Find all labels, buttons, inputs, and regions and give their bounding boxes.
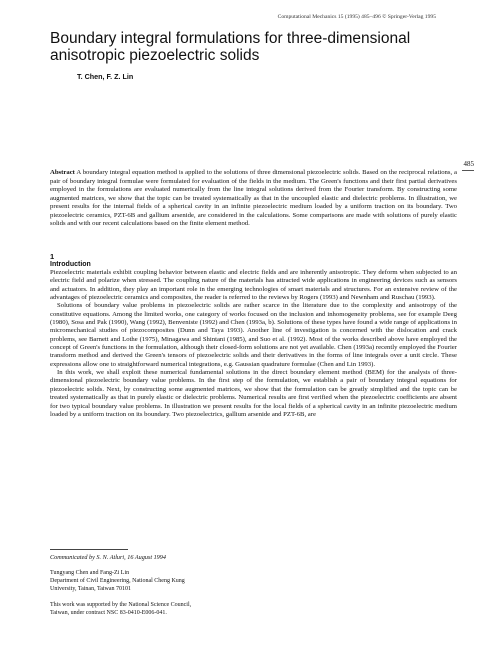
title-line: anisotropic piezoelectric solids: [50, 47, 260, 64]
abstract: [50, 169, 457, 229]
affiliation-line: Tungyang Chen and Fang-Zi Lin: [50, 570, 130, 576]
title-line: Boundary integral formulations for three-dimensional: [50, 30, 411, 47]
journal-header: Computational Mechanics 15 (1995) 485–496 © Springer-Verlag 1995: [277, 14, 436, 20]
affiliation-line: University, Tainan, Taiwan 70101: [50, 585, 132, 592]
abstract-text: A boundary integral equation method is applied to the solutions of three dimensional piezoelectric solids. Based on the reciprocal relations, a pair of boundary integral formulae were formulated for evaluation of the fields in the medium. The Green's functions and their first partial derivatives employed in the formulations are evaluated numerically from the line integral solutions derived from the Fourier transform. By constructing some augmented matrices, we show that the topic can be treated systematically as that in the uncoupled elastic and dielectric problems. In illustration, we present results for the internal fields of a spherical cavity in an infinite piezoelectric medium loaded by a uniform traction on its boundary. Two piezoelectric ceramics, PZT-6B and gallium arsenide, are considered in the calculations. Some comparisons are made with solutions of purely elastic solids and with our recent calculations based on the finite element method.: [50, 169, 457, 227]
funding-note: [50, 602, 191, 618]
abstract-label: Abstract: [50, 169, 75, 176]
communicated-by: Communicated by S. N. Atluri, 16 August 1994: [50, 554, 166, 561]
body-paragraph: Piezoelectric materials exhibit coupling behavior between elastic and electric fields and are inherently anisotropic. They deform when subjected to an electric field and polarize when stressed. The coupling nature of the materials has attracted wide applications in engineering devices such as sensors and actuators. In addition, they play an important role in the emerging technologies of smart materials and structures. For an extensive review of the advantages of piezoelectric ceramics and composites, the reader is referred to the reviews by Rogers (1993) and Newnham and Ruschau (1993).: [50, 269, 457, 302]
funding-line: Taiwan, under contract NSC 83-0410-E006-041.: [50, 609, 167, 616]
funding-line: This work was supported by the National Science Council,: [50, 602, 192, 608]
authors: T. Chen, F. Z. Lin: [77, 72, 134, 81]
paper-title: [50, 30, 450, 64]
section-number: 1: [50, 252, 55, 261]
body-paragraph: In this work, we shall exploit these numerical fundamental solutions in the direct boundary element method (BEM) for the analysis of three-dimensional piezoelectric boundary value problems. In the first step of the formulation, we establish a pair of boundary integral equations for piezoelectric solids. Next, by constructing some augmented matrices, we show that the formulation can be greatly simplified and the topic can be treated systematically as that in purely elastic or dielectric problems. Numerical results are first verified when the piezoelectric coefficients are absent for two typical boundary value problems. In illustration we present results for the local fields of a spherical cavity in an infinite piezoelectric medium loaded by a uniform traction on its boundary. Two piezoelectrics, gallium arsenide and PZT-6B, are: [50, 369, 457, 418]
affiliation-line: Department of Civil Engineering, National Cheng Kung: [50, 577, 185, 584]
page-number-rule: [462, 170, 474, 171]
page-number: 485: [463, 160, 474, 168]
footnote-rule: [50, 549, 128, 550]
author-affiliation: [50, 570, 185, 593]
section-title: Introduction: [50, 261, 91, 268]
body-paragraph: Solutions of boundary value problems in piezoelectric solids are rather scarce in the literature due to the complexity and anisotropy of the constitutive equations. Among the limited works, one category of works focused on the inclusion and inhomogeneity problems, see for example Deeg (1980), Sosa and Pak (1990), Wang (1992), Benveniste (1992) and Chen (1993a, b). Solutions of these types have found a wide range of applications in micromechanical studies of piezocomposites (Dunn and Taya 1993). Another line of investigation is concerned with the dislocation and crack problems, see Barnett and Lothe (1975), Minagawa and Shintani (1985), and Suo et al. (1992). Most of the works described above have employed the concept of Green's functions in the formulation, although their closed-form solutions are not yet available. Chen (1993a) recently employed the Fourier transform method and derived the Green's tensors of piezoelectric solids and their derivatives in the forms of line integrals over a unit circle. These expressions allow one to straightforward numerical integrations, e.g. Gaussian quadrature formulae (Chen and Lin 1993).: [50, 302, 457, 368]
section-body: [50, 269, 457, 419]
